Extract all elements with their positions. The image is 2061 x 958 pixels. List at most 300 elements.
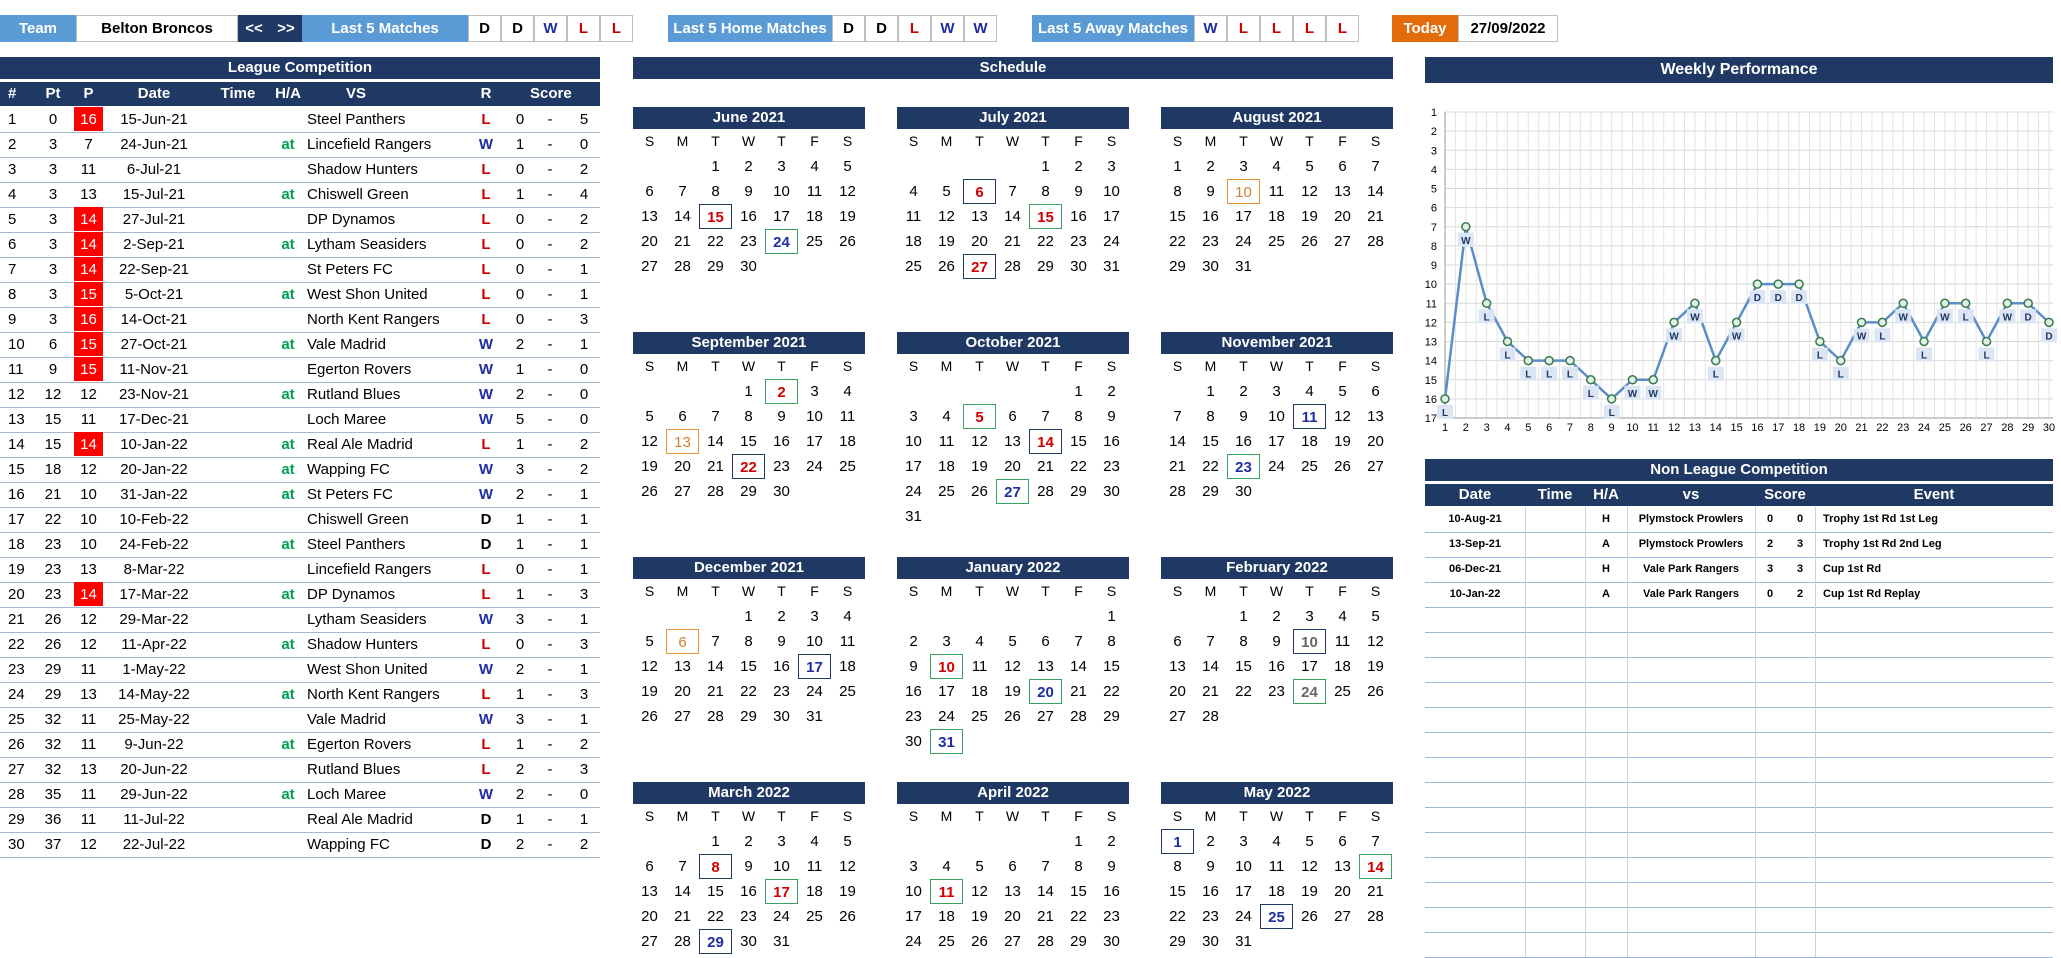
calendar-day[interactable]: 22 [1202, 458, 1219, 475]
calendar-day[interactable]: 14 [674, 883, 691, 900]
calendar-day[interactable]: 9 [1107, 408, 1116, 425]
calendar-day[interactable]: 3 [1239, 158, 1248, 175]
calendar-day[interactable]: 20 [1004, 458, 1021, 475]
calendar-day[interactable]: 21 [707, 458, 724, 475]
calendar-day[interactable]: 16 [740, 883, 757, 900]
team-name-field[interactable]: Belton Broncos [76, 15, 238, 42]
calendar-day[interactable]: 20 [1004, 908, 1021, 925]
calendar-day[interactable]: 24 [806, 683, 823, 700]
calendar-day[interactable]: 14 [707, 433, 724, 450]
calendar-day[interactable]: 16 [1103, 883, 1120, 900]
match-day[interactable]: 15 [1029, 204, 1062, 229]
calendar-day[interactable]: 9 [1272, 633, 1281, 650]
calendar-day[interactable]: 12 [839, 858, 856, 875]
nonleague-row[interactable] [1425, 632, 2053, 658]
table-row[interactable] [0, 207, 600, 233]
table-row[interactable] [0, 582, 600, 608]
calendar-day[interactable]: 14 [1367, 183, 1384, 200]
table-row[interactable] [0, 557, 600, 583]
match-day[interactable]: 24 [765, 229, 798, 254]
nonleague-row[interactable] [1425, 907, 2053, 933]
table-row[interactable] [0, 107, 600, 133]
calendar-day[interactable]: 25 [1301, 458, 1318, 475]
calendar-day[interactable]: 2 [1206, 833, 1215, 850]
calendar-day[interactable]: 29 [707, 258, 724, 275]
calendar-day[interactable]: 15 [1070, 883, 1087, 900]
calendar-day[interactable]: 13 [971, 208, 988, 225]
calendar-day[interactable]: 20 [1367, 433, 1384, 450]
calendar-day[interactable]: 21 [1169, 458, 1186, 475]
calendar-day[interactable]: 9 [1239, 408, 1248, 425]
match-day[interactable]: 29 [699, 929, 732, 954]
calendar-day[interactable]: 16 [773, 433, 790, 450]
calendar-day[interactable]: 9 [1206, 183, 1215, 200]
nonleague-row[interactable] [1425, 732, 2053, 758]
calendar-day[interactable]: 14 [1004, 208, 1021, 225]
calendar-day[interactable]: 3 [942, 633, 951, 650]
calendar-day[interactable]: 3 [1107, 158, 1116, 175]
calendar-day[interactable]: 22 [1103, 683, 1120, 700]
calendar-day[interactable]: 3 [1239, 833, 1248, 850]
calendar-day[interactable]: 19 [839, 208, 856, 225]
calendar-day[interactable]: 11 [839, 633, 856, 650]
calendar-day[interactable]: 15 [1235, 658, 1252, 675]
calendar-day[interactable]: 29 [1103, 708, 1120, 725]
calendar-day[interactable]: 6 [1041, 633, 1050, 650]
calendar-day[interactable]: 6 [645, 183, 654, 200]
nonleague-row[interactable] [1425, 932, 2053, 958]
calendar-day[interactable]: 4 [843, 383, 852, 400]
calendar-day[interactable]: 16 [1202, 208, 1219, 225]
calendar-day[interactable]: 28 [1037, 933, 1054, 950]
calendar-day[interactable]: 11 [1334, 633, 1351, 650]
calendar-day[interactable]: 17 [1235, 883, 1252, 900]
calendar-day[interactable]: 5 [942, 183, 951, 200]
match-day[interactable]: 6 [963, 179, 996, 204]
match-day[interactable]: 25 [1260, 904, 1293, 929]
calendar-day[interactable]: 18 [905, 233, 922, 250]
calendar-day[interactable]: 7 [1206, 633, 1215, 650]
calendar-day[interactable]: 23 [1103, 908, 1120, 925]
calendar-day[interactable]: 30 [1202, 258, 1219, 275]
nonleague-row[interactable] [1425, 807, 2053, 833]
calendar-day[interactable]: 1 [1239, 608, 1248, 625]
nonleague-row[interactable] [1425, 832, 2053, 858]
calendar-day[interactable]: 10 [1268, 408, 1285, 425]
calendar-day[interactable]: 17 [1268, 433, 1285, 450]
calendar-day[interactable]: 6 [1371, 383, 1380, 400]
calendar-day[interactable]: 27 [1004, 933, 1021, 950]
calendar-day[interactable]: 21 [1070, 683, 1087, 700]
calendar-day[interactable]: 2 [1239, 383, 1248, 400]
calendar-day[interactable]: 9 [1074, 183, 1083, 200]
calendar-day[interactable]: 15 [1070, 433, 1087, 450]
nonleague-row[interactable] [1425, 857, 2053, 883]
calendar-day[interactable]: 16 [740, 208, 757, 225]
calendar-day[interactable]: 21 [707, 683, 724, 700]
calendar-day[interactable]: 25 [905, 258, 922, 275]
calendar-day[interactable]: 23 [740, 908, 757, 925]
calendar-day[interactable]: 7 [1041, 858, 1050, 875]
calendar-day[interactable]: 15 [740, 658, 757, 675]
calendar-day[interactable]: 29 [1169, 258, 1186, 275]
table-row[interactable] [0, 182, 600, 208]
calendar-day[interactable]: 26 [1334, 458, 1351, 475]
calendar-day[interactable]: 3 [777, 158, 786, 175]
calendar-day[interactable]: 1 [1041, 158, 1050, 175]
calendar-day[interactable]: 24 [773, 908, 790, 925]
calendar-day[interactable]: 4 [1305, 383, 1314, 400]
calendar-day[interactable]: 27 [641, 258, 658, 275]
calendar-day[interactable]: 13 [1004, 433, 1021, 450]
calendar-day[interactable]: 22 [1169, 233, 1186, 250]
calendar-day[interactable]: 21 [674, 908, 691, 925]
calendar-day[interactable]: 26 [641, 483, 658, 500]
table-row[interactable] [0, 707, 600, 733]
table-row[interactable] [0, 132, 600, 158]
calendar-day[interactable]: 17 [905, 908, 922, 925]
match-day[interactable]: 20 [1029, 679, 1062, 704]
calendar-day[interactable]: 28 [707, 483, 724, 500]
calendar-day[interactable]: 25 [938, 933, 955, 950]
calendar-day[interactable]: 12 [1301, 858, 1318, 875]
calendar-day[interactable]: 26 [938, 258, 955, 275]
table-row[interactable] [0, 832, 600, 858]
table-row[interactable] [0, 232, 600, 258]
calendar-day[interactable]: 24 [1103, 233, 1120, 250]
calendar-day[interactable]: 24 [806, 458, 823, 475]
calendar-day[interactable]: 1 [711, 158, 720, 175]
calendar-day[interactable]: 18 [938, 458, 955, 475]
calendar-day[interactable]: 5 [1371, 608, 1380, 625]
calendar-day[interactable]: 28 [1367, 908, 1384, 925]
calendar-day[interactable]: 23 [1202, 908, 1219, 925]
calendar-day[interactable]: 31 [773, 933, 790, 950]
calendar-day[interactable]: 17 [1235, 208, 1252, 225]
calendar-day[interactable]: 9 [777, 408, 786, 425]
calendar-day[interactable]: 3 [777, 833, 786, 850]
calendar-day[interactable]: 4 [1338, 608, 1347, 625]
calendar-day[interactable]: 12 [1004, 658, 1021, 675]
calendar-day[interactable]: 9 [744, 183, 753, 200]
calendar-day[interactable]: 19 [1367, 658, 1384, 675]
calendar-day[interactable]: 26 [971, 483, 988, 500]
calendar-day[interactable]: 27 [1169, 708, 1186, 725]
calendar-day[interactable]: 16 [1235, 433, 1252, 450]
calendar-day[interactable]: 19 [1004, 683, 1021, 700]
calendar-day[interactable]: 27 [674, 483, 691, 500]
calendar-day[interactable]: 14 [1169, 433, 1186, 450]
calendar-day[interactable]: 13 [641, 883, 658, 900]
calendar-day[interactable]: 24 [905, 933, 922, 950]
calendar-day[interactable]: 16 [1202, 883, 1219, 900]
table-row[interactable] [0, 732, 600, 758]
calendar-day[interactable]: 25 [938, 483, 955, 500]
calendar-day[interactable]: 10 [1235, 858, 1252, 875]
calendar-day[interactable]: 23 [773, 458, 790, 475]
calendar-day[interactable]: 3 [1272, 383, 1281, 400]
nonleague-row[interactable] [1425, 707, 2053, 733]
calendar-day[interactable]: 17 [1103, 208, 1120, 225]
calendar-day[interactable]: 30 [1070, 258, 1087, 275]
calendar-day[interactable]: 18 [1268, 883, 1285, 900]
calendar-day[interactable]: 11 [839, 408, 856, 425]
calendar-day[interactable]: 9 [1107, 858, 1116, 875]
calendar-day[interactable]: 15 [740, 433, 757, 450]
calendar-day[interactable]: 24 [1235, 908, 1252, 925]
table-row[interactable] [0, 332, 600, 358]
calendar-day[interactable]: 7 [1074, 633, 1083, 650]
match-day[interactable]: 13 [666, 429, 699, 454]
calendar-day[interactable]: 30 [740, 933, 757, 950]
calendar-day[interactable]: 25 [1334, 683, 1351, 700]
calendar-day[interactable]: 16 [773, 658, 790, 675]
calendar-day[interactable]: 13 [1037, 658, 1054, 675]
calendar-day[interactable]: 23 [1268, 683, 1285, 700]
calendar-day[interactable]: 5 [843, 833, 852, 850]
calendar-day[interactable]: 22 [707, 908, 724, 925]
table-row[interactable] [0, 482, 600, 508]
calendar-day[interactable]: 19 [839, 883, 856, 900]
calendar-day[interactable]: 28 [1037, 483, 1054, 500]
calendar-day[interactable]: 22 [1070, 908, 1087, 925]
calendar-day[interactable]: 8 [744, 633, 753, 650]
calendar-day[interactable]: 9 [909, 658, 918, 675]
calendar-day[interactable]: 18 [1334, 658, 1351, 675]
calendar-day[interactable]: 31 [1103, 258, 1120, 275]
calendar-day[interactable]: 19 [1301, 883, 1318, 900]
calendar-day[interactable]: 7 [1371, 158, 1380, 175]
calendar-day[interactable]: 26 [971, 933, 988, 950]
calendar-day[interactable]: 6 [1338, 833, 1347, 850]
match-day[interactable]: 10 [1227, 179, 1260, 204]
calendar-day[interactable]: 7 [1041, 408, 1050, 425]
calendar-day[interactable]: 19 [938, 233, 955, 250]
match-day[interactable]: 8 [699, 854, 732, 879]
calendar-day[interactable]: 22 [1037, 233, 1054, 250]
calendar-day[interactable]: 6 [1338, 158, 1347, 175]
calendar-day[interactable]: 28 [1367, 233, 1384, 250]
nonleague-row[interactable] [1425, 782, 2053, 808]
calendar-day[interactable]: 13 [1004, 883, 1021, 900]
calendar-day[interactable]: 23 [1103, 458, 1120, 475]
calendar-day[interactable]: 7 [678, 858, 687, 875]
calendar-day[interactable]: 24 [938, 708, 955, 725]
calendar-day[interactable]: 14 [674, 208, 691, 225]
match-day[interactable]: 15 [699, 204, 732, 229]
calendar-day[interactable]: 2 [744, 158, 753, 175]
calendar-day[interactable]: 3 [1305, 608, 1314, 625]
calendar-day[interactable]: 22 [1169, 908, 1186, 925]
calendar-day[interactable]: 28 [1202, 708, 1219, 725]
calendar-day[interactable]: 21 [1202, 683, 1219, 700]
calendar-day[interactable]: 1 [1107, 608, 1116, 625]
calendar-day[interactable]: 20 [1334, 208, 1351, 225]
calendar-day[interactable]: 2 [1074, 158, 1083, 175]
calendar-day[interactable]: 25 [806, 233, 823, 250]
calendar-day[interactable]: 4 [975, 633, 984, 650]
calendar-day[interactable]: 14 [707, 658, 724, 675]
calendar-day[interactable]: 27 [674, 708, 691, 725]
next-team-button[interactable]: >> [270, 15, 302, 42]
calendar-day[interactable]: 29 [1070, 933, 1087, 950]
calendar-day[interactable]: 24 [905, 483, 922, 500]
calendar-day[interactable]: 10 [806, 408, 823, 425]
match-day[interactable]: 6 [666, 629, 699, 654]
calendar-day[interactable]: 1 [744, 608, 753, 625]
table-row[interactable] [0, 157, 600, 183]
calendar-day[interactable]: 5 [975, 858, 984, 875]
table-row[interactable] [0, 407, 600, 433]
calendar-day[interactable]: 2 [1206, 158, 1215, 175]
calendar-day[interactable]: 8 [1041, 183, 1050, 200]
table-row[interactable] [0, 782, 600, 808]
calendar-day[interactable]: 26 [1301, 908, 1318, 925]
calendar-day[interactable]: 4 [909, 183, 918, 200]
calendar-day[interactable]: 21 [1004, 233, 1021, 250]
calendar-day[interactable]: 18 [971, 683, 988, 700]
calendar-day[interactable]: 2 [1272, 608, 1281, 625]
calendar-day[interactable]: 20 [674, 683, 691, 700]
calendar-day[interactable]: 25 [1268, 233, 1285, 250]
calendar-day[interactable]: 30 [740, 258, 757, 275]
calendar-day[interactable]: 8 [1173, 858, 1182, 875]
calendar-day[interactable]: 14 [1037, 883, 1054, 900]
calendar-day[interactable]: 28 [707, 708, 724, 725]
calendar-day[interactable]: 12 [1301, 183, 1318, 200]
calendar-day[interactable]: 7 [1371, 833, 1380, 850]
calendar-day[interactable]: 8 [1173, 183, 1182, 200]
calendar-day[interactable]: 3 [909, 858, 918, 875]
calendar-day[interactable]: 10 [1103, 183, 1120, 200]
calendar-day[interactable]: 19 [971, 908, 988, 925]
calendar-day[interactable]: 12 [938, 208, 955, 225]
match-day[interactable]: 22 [732, 454, 765, 479]
calendar-day[interactable]: 20 [641, 908, 658, 925]
calendar-day[interactable]: 22 [707, 233, 724, 250]
calendar-day[interactable]: 12 [641, 658, 658, 675]
calendar-day[interactable]: 26 [641, 708, 658, 725]
calendar-day[interactable]: 8 [1206, 408, 1215, 425]
table-row[interactable] [0, 632, 600, 658]
calendar-day[interactable]: 15 [1202, 433, 1219, 450]
match-day[interactable]: 5 [963, 404, 996, 429]
table-row[interactable] [0, 282, 600, 308]
match-day[interactable]: 11 [1293, 404, 1326, 429]
calendar-day[interactable]: 24 [1235, 233, 1252, 250]
calendar-day[interactable]: 31 [905, 508, 922, 525]
calendar-day[interactable]: 5 [645, 633, 654, 650]
calendar-day[interactable]: 5 [645, 408, 654, 425]
calendar-day[interactable]: 1 [744, 383, 753, 400]
nonleague-row[interactable] [1425, 757, 2053, 783]
calendar-day[interactable]: 18 [1268, 208, 1285, 225]
calendar-day[interactable]: 8 [1074, 408, 1083, 425]
match-day[interactable]: 2 [765, 379, 798, 404]
calendar-day[interactable]: 21 [1367, 208, 1384, 225]
calendar-day[interactable]: 28 [674, 933, 691, 950]
calendar-day[interactable]: 7 [711, 633, 720, 650]
calendar-day[interactable]: 31 [806, 708, 823, 725]
calendar-day[interactable]: 17 [938, 683, 955, 700]
table-row[interactable] [0, 257, 600, 283]
calendar-day[interactable]: 25 [806, 908, 823, 925]
calendar-day[interactable]: 20 [641, 233, 658, 250]
nonleague-row[interactable] [1425, 507, 2053, 533]
calendar-day[interactable]: 6 [645, 858, 654, 875]
nonleague-row[interactable] [1425, 532, 2053, 558]
match-day[interactable]: 10 [930, 654, 963, 679]
calendar-day[interactable]: 13 [1169, 658, 1186, 675]
calendar-day[interactable]: 4 [942, 858, 951, 875]
calendar-day[interactable]: 11 [971, 658, 988, 675]
calendar-day[interactable]: 29 [1169, 933, 1186, 950]
calendar-day[interactable]: 4 [1272, 158, 1281, 175]
calendar-day[interactable]: 28 [674, 258, 691, 275]
calendar-day[interactable]: 26 [1004, 708, 1021, 725]
calendar-day[interactable]: 21 [1037, 458, 1054, 475]
match-day[interactable]: 27 [996, 479, 1029, 504]
calendar-day[interactable]: 5 [1305, 833, 1314, 850]
match-day[interactable]: 10 [1293, 629, 1326, 654]
table-row[interactable] [0, 682, 600, 708]
calendar-day[interactable]: 4 [843, 608, 852, 625]
match-day[interactable]: 27 [963, 254, 996, 279]
calendar-day[interactable]: 16 [1103, 433, 1120, 450]
calendar-day[interactable]: 19 [641, 458, 658, 475]
calendar-day[interactable]: 10 [806, 633, 823, 650]
match-day[interactable]: 1 [1161, 829, 1194, 854]
calendar-day[interactable]: 17 [806, 433, 823, 450]
calendar-day[interactable]: 29 [740, 483, 757, 500]
calendar-day[interactable]: 22 [1235, 683, 1252, 700]
calendar-day[interactable]: 10 [905, 433, 922, 450]
calendar-day[interactable]: 5 [843, 158, 852, 175]
calendar-day[interactable]: 13 [1334, 183, 1351, 200]
calendar-day[interactable]: 3 [909, 408, 918, 425]
nonleague-row[interactable] [1425, 657, 2053, 683]
calendar-day[interactable]: 30 [1235, 483, 1252, 500]
calendar-day[interactable]: 1 [1074, 833, 1083, 850]
calendar-day[interactable]: 25 [971, 708, 988, 725]
calendar-day[interactable]: 10 [773, 858, 790, 875]
table-row[interactable] [0, 457, 600, 483]
calendar-day[interactable]: 22 [740, 683, 757, 700]
table-row[interactable] [0, 657, 600, 683]
match-day[interactable]: 23 [1227, 454, 1260, 479]
calendar-day[interactable]: 17 [905, 458, 922, 475]
calendar-day[interactable]: 8 [711, 183, 720, 200]
calendar-day[interactable]: 19 [971, 458, 988, 475]
calendar-day[interactable]: 8 [744, 408, 753, 425]
calendar-day[interactable]: 28 [1169, 483, 1186, 500]
calendar-day[interactable]: 4 [810, 833, 819, 850]
calendar-day[interactable]: 29 [740, 708, 757, 725]
calendar-day[interactable]: 11 [806, 183, 823, 200]
calendar-day[interactable]: 30 [1103, 933, 1120, 950]
calendar-day[interactable]: 4 [1272, 833, 1281, 850]
calendar-day[interactable]: 23 [1202, 233, 1219, 250]
calendar-day[interactable]: 1 [1074, 383, 1083, 400]
calendar-day[interactable]: 21 [1367, 883, 1384, 900]
calendar-day[interactable]: 30 [773, 708, 790, 725]
calendar-day[interactable]: 6 [1008, 408, 1017, 425]
calendar-day[interactable]: 24 [1268, 458, 1285, 475]
table-row[interactable] [0, 432, 600, 458]
calendar-day[interactable]: 4 [810, 158, 819, 175]
calendar-day[interactable]: 27 [641, 933, 658, 950]
calendar-day[interactable]: 22 [1070, 458, 1087, 475]
